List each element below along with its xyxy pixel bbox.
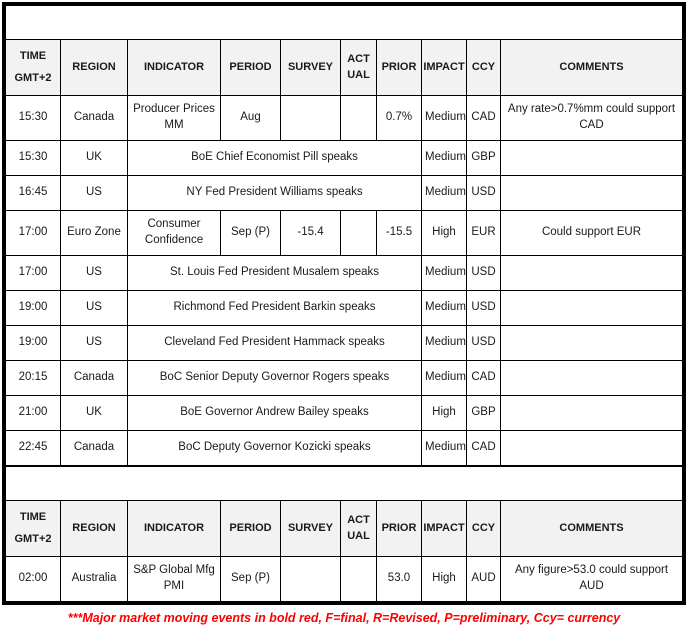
comment-cell <box>501 291 683 326</box>
event-cell: BoE Chief Economist Pill speaks <box>128 141 422 176</box>
column-header-row <box>6 40 683 96</box>
impact-cell: High <box>422 396 467 431</box>
col-header-line: SURVEY <box>287 61 334 74</box>
col-header-line: CCY <box>471 522 496 535</box>
col-header-impact <box>422 40 467 96</box>
speech-row <box>6 176 683 211</box>
speech-row <box>6 291 683 326</box>
time-cell: 16:45 <box>6 176 61 211</box>
col-header-period <box>221 40 281 96</box>
col-header-survey <box>281 501 341 557</box>
currency-cell: GBP <box>467 396 501 431</box>
comment-cell <box>501 431 683 466</box>
survey-cell <box>281 96 341 141</box>
region-cell: US <box>61 176 128 211</box>
col-header-line: INDICATOR <box>143 522 205 535</box>
actual-cell <box>341 557 377 602</box>
col-header-line: COMMENTS <box>559 61 624 74</box>
speech-row <box>6 396 683 431</box>
speech-row <box>6 431 683 466</box>
event-cell: St. Louis Fed President Musalem speaks <box>128 256 422 291</box>
impact-cell: Medium <box>422 141 467 176</box>
col-header-line: UAL <box>347 69 370 81</box>
col-header-time <box>6 501 61 557</box>
region-cell: US <box>61 326 128 361</box>
comment-cell: Could support EUR <box>501 211 683 256</box>
col-header-ccy <box>467 501 501 557</box>
survey-cell <box>281 557 341 602</box>
impact-cell: Medium <box>422 256 467 291</box>
col-header-line: UAL <box>347 530 370 542</box>
impact-cell: Medium <box>422 326 467 361</box>
speech-row <box>6 326 683 361</box>
col-header-ccy <box>467 40 501 96</box>
col-header-actual <box>341 40 377 96</box>
column-header-row <box>6 501 683 557</box>
time-cell: 17:00 <box>6 256 61 291</box>
region-cell: Canada <box>61 361 128 396</box>
currency-cell: EUR <box>467 211 501 256</box>
col-header-line: PRIOR <box>381 522 417 535</box>
impact-cell: Medium <box>422 96 467 141</box>
col-header-line: PRIOR <box>381 61 417 74</box>
actual-cell <box>341 96 377 141</box>
indicator-cell: Producer Prices MM <box>128 96 221 141</box>
comment-cell <box>501 361 683 396</box>
col-header-line: TIME <box>19 511 47 524</box>
currency-cell: AUD <box>467 557 501 602</box>
section-banner-row <box>6 6 683 40</box>
prior-cell: -15.5 <box>377 211 422 256</box>
survey-cell: -15.4 <box>281 211 341 256</box>
actual-cell <box>341 211 377 256</box>
col-header-survey <box>281 40 341 96</box>
col-header-line: ACT <box>347 53 370 66</box>
col-header-indicator <box>128 40 221 96</box>
currency-cell: GBP <box>467 141 501 176</box>
calendar-table-wrapper <box>2 2 686 605</box>
col-header-prior <box>377 40 422 96</box>
section-banner-title: TUESDAY’S EARLY MORNING RELEASES <box>6 467 683 501</box>
region-cell: US <box>61 291 128 326</box>
releases-table-0 <box>5 5 683 466</box>
comment-cell: Any figure>53.0 could support AUD <box>501 557 683 602</box>
col-header-prior <box>377 501 422 557</box>
time-cell: 22:45 <box>6 431 61 466</box>
col-header-impact <box>422 501 467 557</box>
col-header-line: GMT+2 <box>14 533 52 545</box>
impact-cell: High <box>422 557 467 602</box>
section-banner-row <box>6 467 683 501</box>
col-header-region <box>61 40 128 96</box>
col-header-line: IMPACT <box>423 61 465 74</box>
col-header-line: COMMENTS <box>559 522 624 535</box>
time-cell: 21:00 <box>6 396 61 431</box>
releases-table-1 <box>5 466 683 602</box>
impact-cell: High <box>422 211 467 256</box>
time-cell: 19:00 <box>6 291 61 326</box>
event-cell: BoE Governor Andrew Bailey speaks <box>128 396 422 431</box>
speech-row <box>6 141 683 176</box>
indicator-cell: S&P Global Mfg PMI <box>128 557 221 602</box>
speech-row <box>6 361 683 396</box>
col-header-line: ACT <box>347 514 370 527</box>
section-banner-title: MONDAY’S RELEASES <box>6 6 683 40</box>
comment-cell <box>501 396 683 431</box>
time-cell: 15:30 <box>6 96 61 141</box>
impact-cell: Medium <box>422 176 467 211</box>
calendar-sections <box>5 5 683 602</box>
footnote: ***Major market moving events in bold red, F=final, R=Revised, P=preliminary, Ccy= currency <box>67 611 621 625</box>
comment-cell <box>501 176 683 211</box>
event-cell: NY Fed President Williams speaks <box>128 176 422 211</box>
col-header-time <box>6 40 61 96</box>
col-header-actual <box>341 501 377 557</box>
col-header-line: SURVEY <box>287 522 334 535</box>
time-cell: 19:00 <box>6 326 61 361</box>
time-cell: 20:15 <box>6 361 61 396</box>
region-cell: Euro Zone <box>61 211 128 256</box>
currency-cell: USD <box>467 326 501 361</box>
event-cell: BoC Senior Deputy Governor Rogers speaks <box>128 361 422 396</box>
col-header-line: GMT+2 <box>14 72 52 84</box>
period-cell: Sep (P) <box>221 211 281 256</box>
currency-cell: CAD <box>467 361 501 396</box>
release-row <box>6 557 683 602</box>
col-header-line: PERIOD <box>229 522 272 535</box>
impact-cell: Medium <box>422 291 467 326</box>
event-cell: Richmond Fed President Barkin speaks <box>128 291 422 326</box>
region-cell: Canada <box>61 96 128 141</box>
comment-cell <box>501 326 683 361</box>
impact-cell: Medium <box>422 431 467 466</box>
currency-cell: CAD <box>467 96 501 141</box>
release-row <box>6 96 683 141</box>
col-header-line: REGION <box>72 522 116 535</box>
comment-cell <box>501 141 683 176</box>
event-cell: Cleveland Fed President Hammack speaks <box>128 326 422 361</box>
col-header-line: TIME <box>19 50 47 63</box>
col-header-line: CCY <box>471 61 496 74</box>
col-header-line: INDICATOR <box>143 61 205 74</box>
col-header-indicator <box>128 501 221 557</box>
col-header-comments <box>501 40 683 96</box>
region-cell: UK <box>61 141 128 176</box>
event-cell: BoC Deputy Governor Kozicki speaks <box>128 431 422 466</box>
col-header-line: REGION <box>72 61 116 74</box>
currency-cell: USD <box>467 291 501 326</box>
time-cell: 02:00 <box>6 557 61 602</box>
period-cell: Aug <box>221 96 281 141</box>
prior-cell: 53.0 <box>377 557 422 602</box>
col-header-period <box>221 501 281 557</box>
comment-cell: Any rate>0.7%mm could support CAD <box>501 96 683 141</box>
currency-cell: CAD <box>467 431 501 466</box>
region-cell: US <box>61 256 128 291</box>
indicator-cell: Consumer Confidence <box>128 211 221 256</box>
region-cell: UK <box>61 396 128 431</box>
prior-cell: 0.7% <box>377 96 422 141</box>
time-cell: 17:00 <box>6 211 61 256</box>
region-cell: Australia <box>61 557 128 602</box>
col-header-line: PERIOD <box>229 61 272 74</box>
col-header-region <box>61 501 128 557</box>
period-cell: Sep (P) <box>221 557 281 602</box>
currency-cell: USD <box>467 256 501 291</box>
release-row <box>6 211 683 256</box>
impact-cell: Medium <box>422 361 467 396</box>
time-cell: 15:30 <box>6 141 61 176</box>
speech-row <box>6 256 683 291</box>
region-cell: Canada <box>61 431 128 466</box>
col-header-comments <box>501 501 683 557</box>
currency-cell: USD <box>467 176 501 211</box>
col-header-line: IMPACT <box>423 522 465 535</box>
comment-cell <box>501 256 683 291</box>
